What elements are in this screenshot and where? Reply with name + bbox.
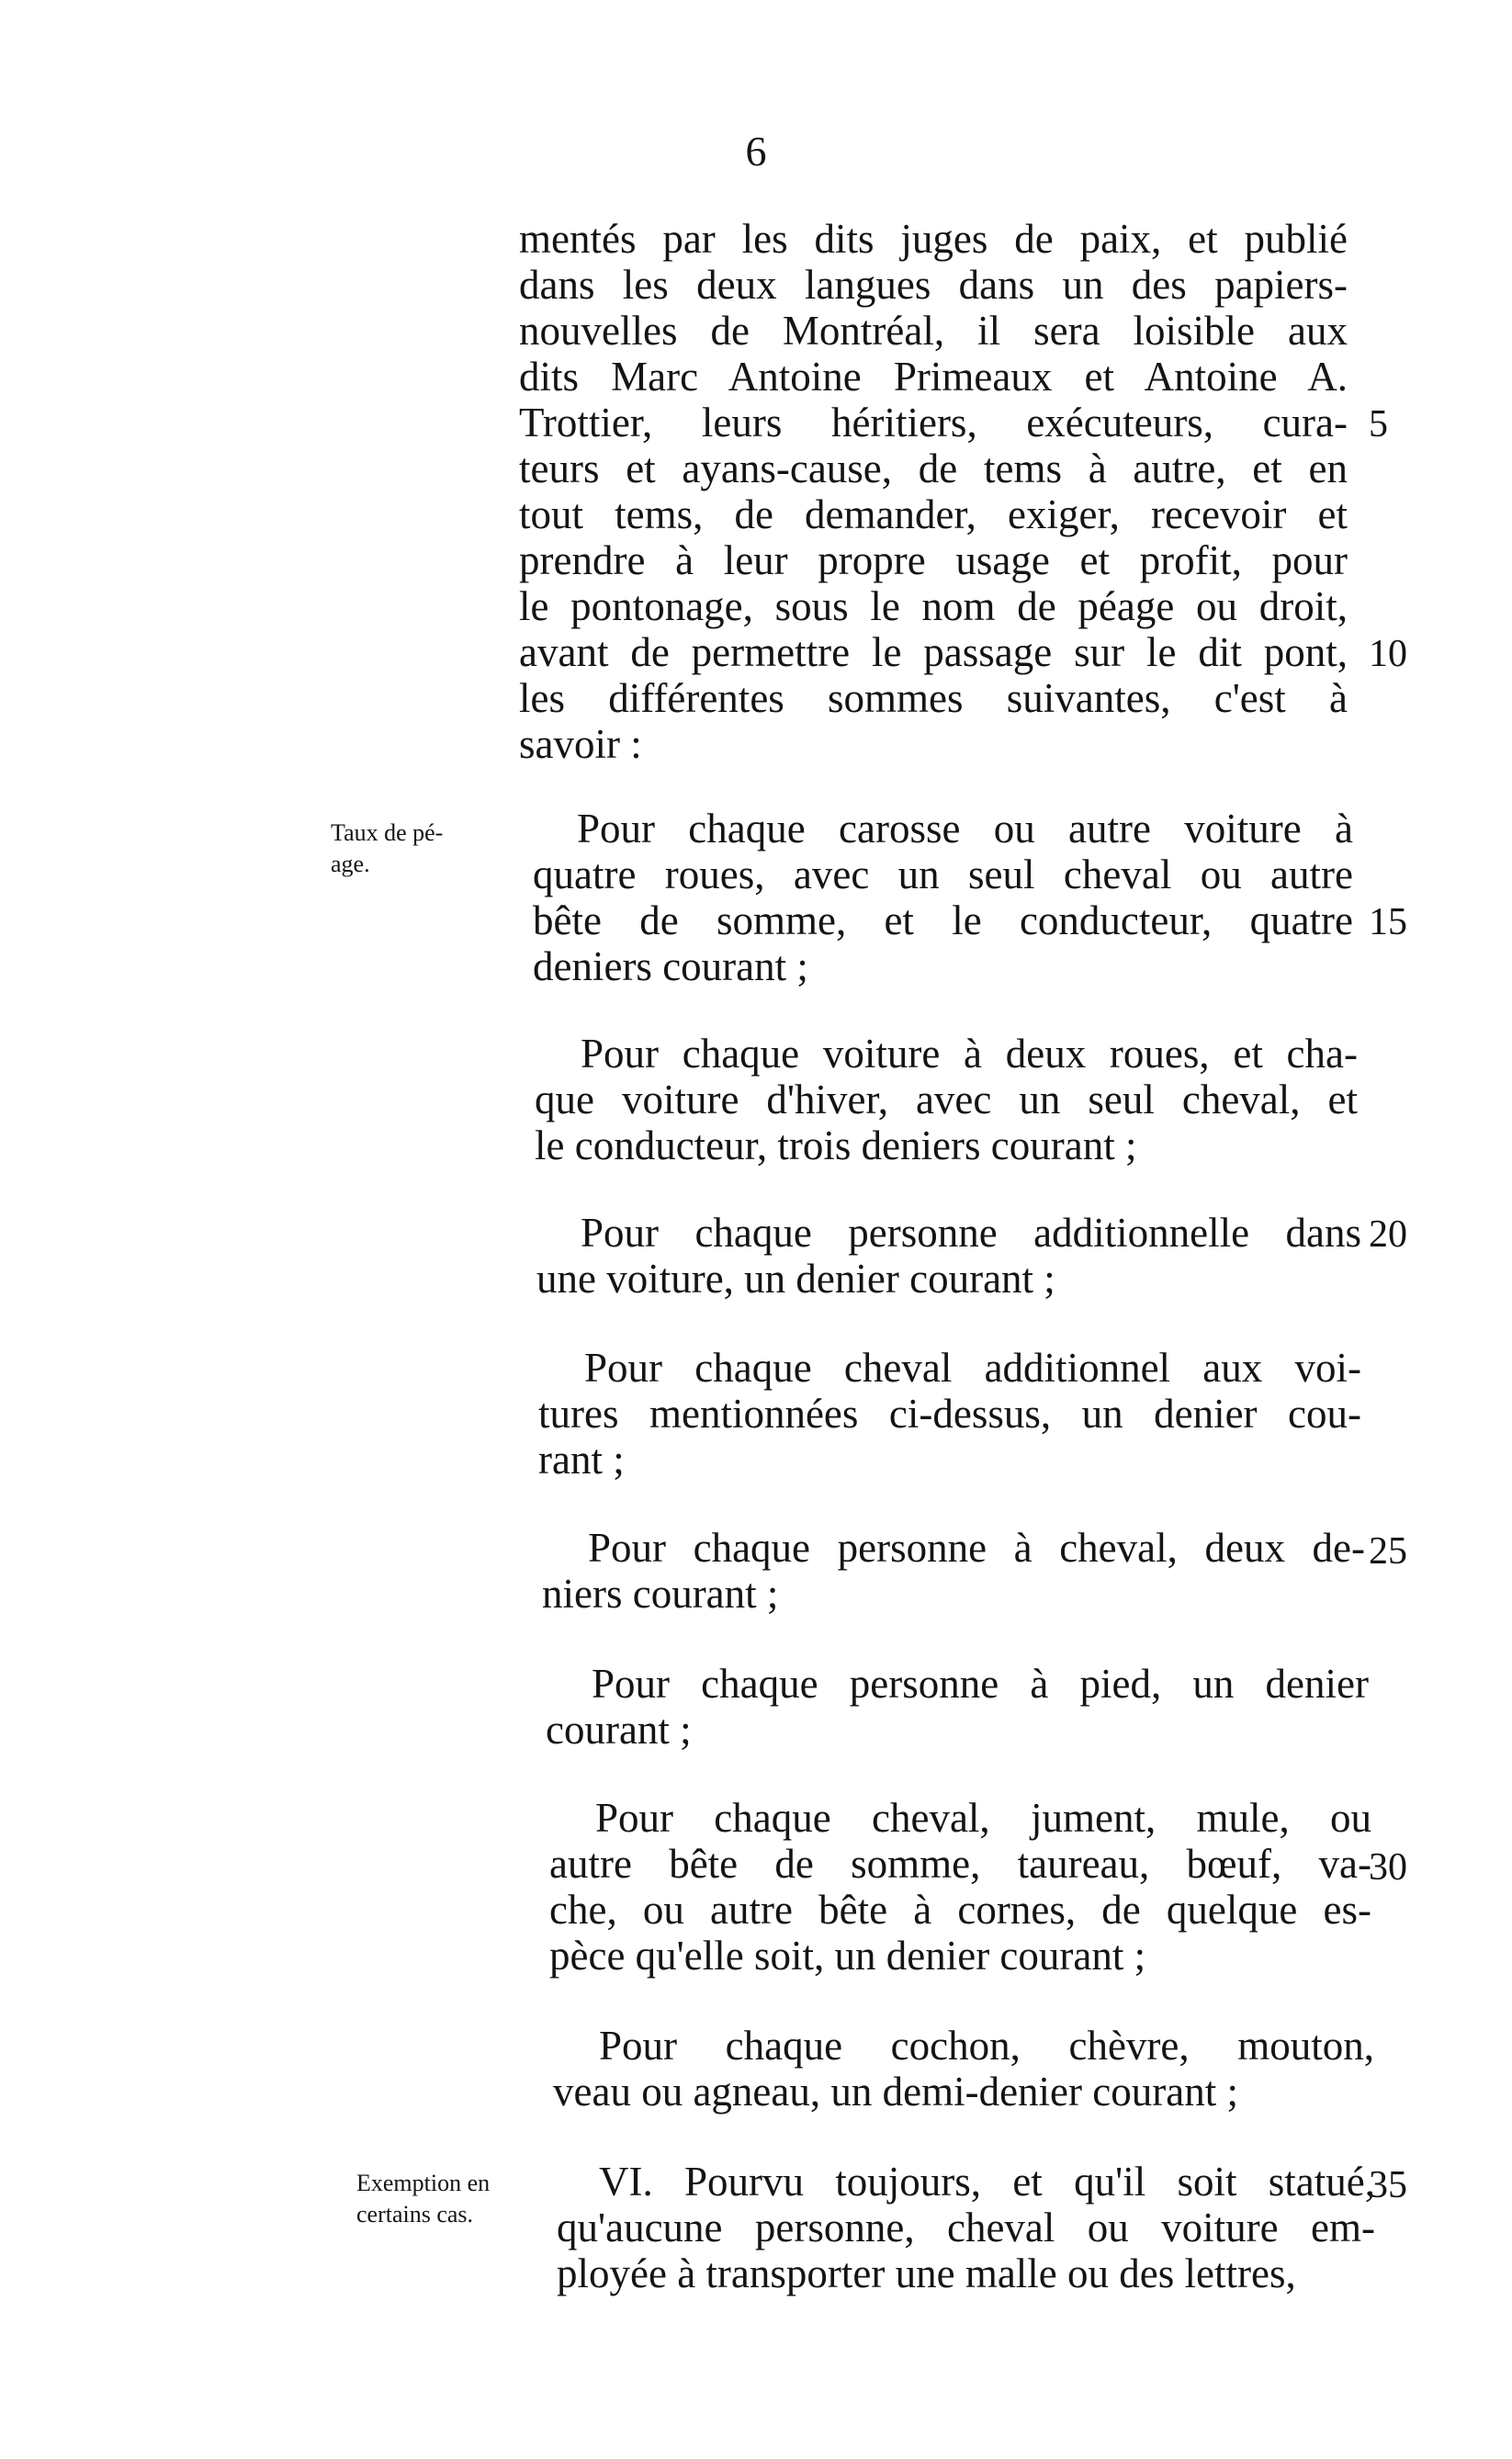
text-line: Pour chaque cheval, jument, mule, ou [595, 1795, 1371, 1841]
text-line: Pour chaque cheval additionnel aux voi- [584, 1345, 1361, 1391]
text-line: Pour chaque personne additionnelle dans [581, 1210, 1361, 1256]
text-line: VI. Pourvu toujours, et qu'il soit statué, [599, 2159, 1375, 2205]
line-number: 20 [1369, 1213, 1407, 1256]
text-line: dans les deux langues dans un des papiers- [519, 262, 1348, 308]
text-line: che, ou autre bête à cornes, de quelque es- [549, 1887, 1371, 1933]
text-line: tures mentionnées ci-dessus, un denier cou- [538, 1391, 1361, 1437]
line-number: 5 [1369, 403, 1388, 446]
text-line: le pontonage, sous le nom de péage ou droit, [519, 583, 1348, 629]
margin-note-toll-rates [331, 818, 443, 880]
text-line: deniers courant ; [533, 943, 808, 989]
text-line: courant ; [546, 1707, 692, 1753]
text-line: Pour chaque cochon, chèvre, mouton, [599, 2023, 1374, 2069]
margin-note-line: age. [331, 850, 370, 877]
text-line: pèce qu'elle soit, un denier courant ; [549, 1933, 1146, 1979]
text-line: bête de somme, et le conducteur, quatre [533, 897, 1353, 943]
text-line: rant ; [538, 1437, 625, 1483]
text-line: autre bête de somme, taureau, bœuf, va- [549, 1841, 1371, 1887]
text-line: quatre roues, avec un seul cheval ou autre [533, 852, 1353, 897]
margin-note-exemption [356, 2168, 490, 2230]
text-line: qu'aucune personne, cheval ou voiture em- [557, 2205, 1375, 2250]
line-number: 10 [1369, 633, 1407, 675]
text-line: veau ou agneau, un demi-denier courant ; [553, 2069, 1238, 2115]
line-number: 35 [1369, 2164, 1407, 2206]
text-line: avant de permettre le passage sur le dit pont, [519, 629, 1348, 675]
page-number: 6 [745, 128, 767, 175]
text-line: Pour chaque carosse ou autre voiture à [577, 806, 1353, 852]
line-number: 25 [1369, 1530, 1407, 1573]
line-number: 30 [1369, 1846, 1407, 1889]
text-line: prendre à leur propre usage et profit, pour [519, 537, 1348, 583]
text-line: savoir : [519, 721, 642, 767]
margin-note-line: certains cas. [356, 2200, 474, 2228]
text-line: niers courant ; [542, 1571, 779, 1617]
text-line: que voiture d'hiver, avec un seul cheval, et [535, 1077, 1358, 1122]
text-line: Pour chaque personne à pied, un denier [592, 1661, 1369, 1707]
text-line: dits Marc Antoine Primeaux et Antoine A. [519, 354, 1348, 400]
text-line: une voiture, un denier courant ; [536, 1256, 1055, 1302]
text-line: Pour chaque personne à cheval, deux de- [588, 1525, 1365, 1571]
margin-note-line: Taux de pé- [331, 819, 444, 846]
text-line: mentés par les dits juges de paix, et publié [519, 216, 1348, 262]
text-line: les différentes sommes suivantes, c'est à [519, 675, 1348, 721]
margin-note-line: Exemption en [356, 2170, 491, 2196]
text-line: teurs et ayans-cause, de tems à autre, et en [519, 446, 1348, 491]
line-number: 15 [1369, 901, 1407, 943]
text-line: Pour chaque voiture à deux roues, et cha- [581, 1031, 1358, 1077]
text-line: nouvelles de Montréal, il sera loisible aux [519, 308, 1348, 354]
text-line: ployée à transporter une malle ou des lettres, [557, 2250, 1296, 2296]
text-line: le conducteur, trois deniers courant ; [535, 1122, 1137, 1168]
text-line: tout tems, de demander, exiger, recevoir et [519, 491, 1348, 537]
text-line: Trottier, leurs héritiers, exécuteurs, cura- [519, 400, 1348, 446]
